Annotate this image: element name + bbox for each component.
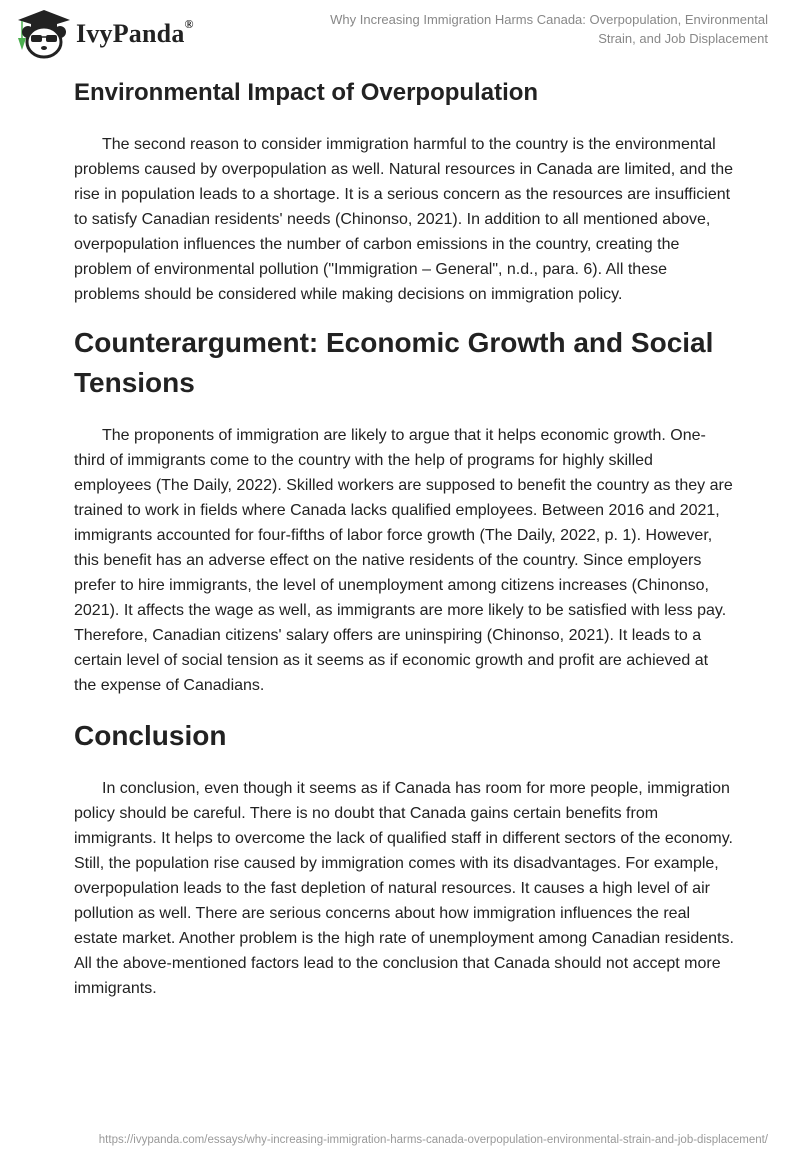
registered-mark: ® (184, 17, 194, 31)
page-header (0, 0, 800, 70)
section-paragraph: In conclusion, even though it seems as if Canada has room for more people, immigration policy should be careful. There is no doubt that Canada gains certain benefits from immigrants. It helps to overcome the lack of qualified staff in different sectors of the economy. Still, the population rise caused by immigration comes with its disadvantages. For example, overpopulation leads to the fast depletion of natural resources. It causes a high level of air pollution as well. There are serious concerns about how immigration influences the real estate market. Another problem is the high rate of unemployment among Canadian residents. All the above-mentioned factors lead to the conclusion that Canada should not accept more immigrants. (74, 780, 734, 997)
brand-name (76, 19, 194, 49)
ivypanda-logo[interactable] (16, 8, 194, 60)
section-heading: Counterargument: Economic Growth and Social Tensions (74, 327, 714, 398)
essay-content (74, 70, 734, 1001)
section-heading: Conclusion (74, 720, 227, 751)
page-footer (0, 1130, 800, 1148)
section-paragraph: The proponents of immigration are likely to argue that it helps economic growth. One-third of immigrants come to the country with the help of programs for highly skilled employees (The Daily, 2022). Skilled workers are supposed to benefit the country as they are trained to work in fields where Canada lacks qualified employees. Between 2016 and 2021, immigrants accounted for four-fifths of labor force growth (The Daily, 2022, p. 1). However, this benefit has an adverse effect on the native residents of the country. Since employers prefer to hire immigrants, the level of unemployment among citizens increases (Chinonso, 2021). It affects the wage as well, as immigrants are more likely to be satisfied with less pay. Therefore, Canadian citizens' salary offers are uninspiring (Chinonso, 2021). It leads to a certain level of social tension as it seems as if economic growth and profit are achieved at the expense of Canadians. (74, 427, 733, 694)
section-heading: Environmental Impact of Overpopulation (74, 79, 539, 106)
panda-graduate-icon (16, 8, 72, 60)
source-url-link[interactable]: https://ivypanda.com/essays/why-increasing-immigration-harms-canada-overpopulation-environmental-strain-and-job-displacement/ (98, 1134, 768, 1146)
brand-text: IvyPanda (76, 19, 185, 48)
document-title: Why Increasing Immigration Harms Canada: Overpopulation, Environmental Strain, and Job Displacement (330, 12, 768, 46)
section-paragraph: The second reason to consider immigration harmful to the country is the environmental problems caused by overpopulation as well. Natural resources in Canada are limited, and the rise in population leads to a shortage. It is a serious concern as the resources are insufficient to satisfy Canadian residents' needs (Chinonso, 2021). In addition to all mentioned above, overpopulation influences the number of carbon emissions in the country, creating the problem of environmental pollution ("Immigration – General", n.d., para. 6). All these problems should be considered while making decisions on immigration policy. (74, 136, 734, 303)
